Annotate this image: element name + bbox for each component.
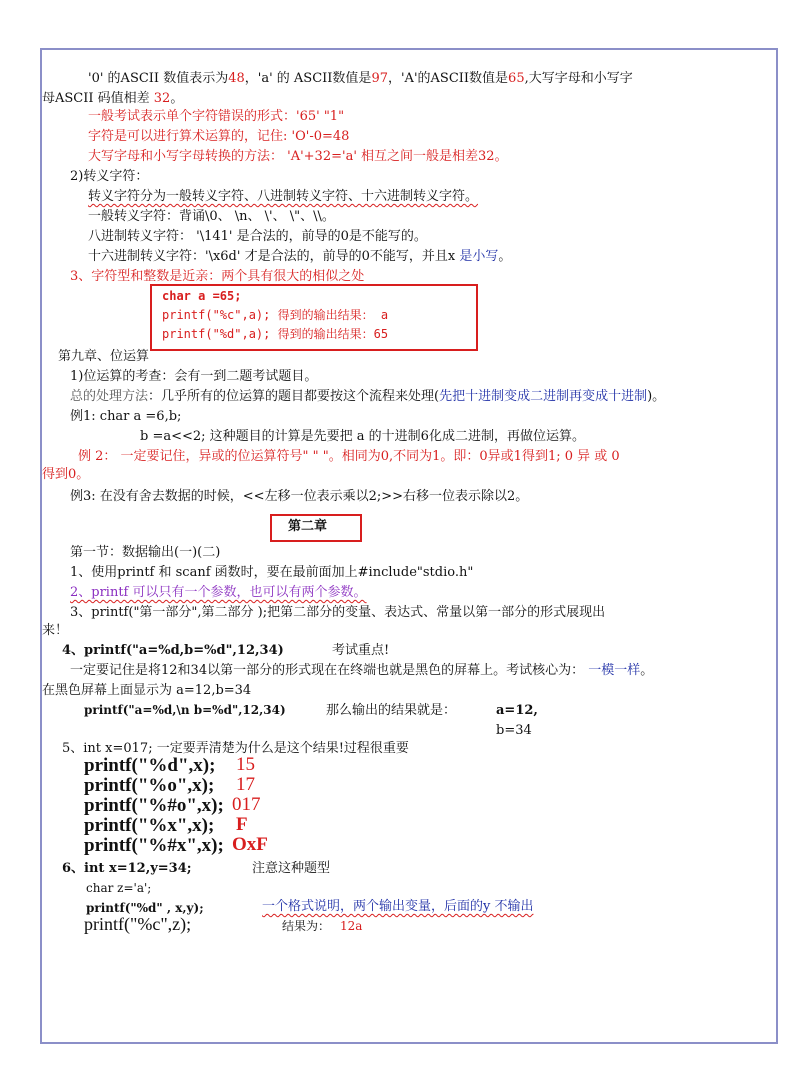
escape-line-2: 一般转义字符：背诵\0、 \n、 \'、 \"、\\。 xyxy=(88,209,335,224)
ch9-example-1: 例1: char a =6,b; xyxy=(70,409,182,424)
ascii-line-1: '0' 的ASCII 数值表示为48，'a' 的 ASCII数值是97，'A'的ASCII数值是65,大写字母和小写字 xyxy=(88,71,633,86)
ch2-point-3: 3、printf("第一部分",第二部分 );把第二部分的变量、表达式、常量以第一部分的形式展现出 xyxy=(70,605,606,620)
code-line-2: printf("%c",a); 得到的输出结果： a xyxy=(162,308,389,322)
ch9-example-2b: 得到0。 xyxy=(42,467,90,482)
escape-line-5: 3、字符型和整数是近亲：两个具有很大的相似之处 xyxy=(70,269,365,284)
q6-line-1: char z='a'; xyxy=(86,881,152,895)
q6-line-3-result: 12a xyxy=(340,919,363,933)
ch2-point-6: 在黑色屏幕上面显示为 a=12,b=34 xyxy=(42,683,252,698)
ch9-example-1b: b =a<<2; 这种题目的计算是先要把 a 的十进制6化成二进制，再做位运算。 xyxy=(140,429,585,444)
ch9-line-1: 1)位运算的考查：会有一到二题考试题目。 xyxy=(70,369,318,384)
escape-title: 2)转义字符： xyxy=(70,169,149,184)
q5-result-2: 17 xyxy=(236,774,255,795)
q5-title: 5、int x=017; 一定要弄清楚为什么是这个结果!过程很重要 xyxy=(62,741,409,756)
code-line-3: printf("%d",a); 得到的输出结果：65 xyxy=(162,327,389,341)
ch2-point-5: 一定要记住是将12和34以第一部分的形式现在在终端也就是黑色的屏幕上。考试核心为： 一模一样。 xyxy=(70,663,654,678)
ascii-note-1: 一般考试表示单个字符错误的形式：'65' "1" xyxy=(88,109,345,124)
ch2-point-1: 1、使用printf 和 scanf 函数时，要在最前面加上#include"stdio.h" xyxy=(70,565,474,580)
q6-line-2-note: 一个格式说明，两个输出变量，后面的y 不输出 xyxy=(262,899,534,914)
ch2-section-1: 第一节：数据输出(一)(二) xyxy=(70,545,221,560)
ascii-line-2: 母ASCII 码值相差 32。 xyxy=(42,91,184,106)
escape-line-1: 转义字符分为一般转义字符、八进制转义字符、十六进制转义字符。 xyxy=(88,189,479,204)
ch2-point-7-text: 那么输出的结果就是： xyxy=(326,703,457,718)
q5-code-1: printf("%d",x); xyxy=(84,755,216,776)
q5-result-5: OxF xyxy=(232,834,268,855)
escape-line-4: 十六进制转义字符：'\x6d' 才是合法的，前导的0不能写，并且x 是小写。 xyxy=(88,249,512,264)
q5-code-3: printf("%#o",x); xyxy=(84,795,224,816)
q5-code-4: printf("%x",x); xyxy=(84,815,215,836)
ascii-note-2: 字符是可以进行算术运算的，记住: 'O'-0=48 xyxy=(88,129,350,144)
ch2-point-2: 2、printf 可以只有一个参数，也可以有两个参数。 xyxy=(70,585,367,600)
q6-line-2-code: printf("%d" , x,y); xyxy=(86,901,204,915)
q5-result-3: 017 xyxy=(232,794,261,815)
q5-result-1: 15 xyxy=(236,754,255,775)
ch9-example-2: 例 2： 一定要记住，异或的位运算符号" " "。相同为0,不同为1。即：0异或1得到1; 0 异 或 0 xyxy=(78,449,620,464)
q5-code-5: printf("%#x",x); xyxy=(84,835,224,856)
q5-result-4: F xyxy=(236,814,248,835)
ch2-point-4: 4、printf("a=%d,b=%d",12,34) xyxy=(62,643,284,658)
q6-title: 6、int x=12,y=34; xyxy=(62,861,192,876)
ascii-note-3: 大写字母和小写字母转换的方法： 'A'+32='a' 相互之间一般是相差32。 xyxy=(88,149,508,164)
q6-line-3-code: printf("%c",z); xyxy=(84,914,192,934)
ch2-point-7-out2: b=34 xyxy=(496,723,532,738)
chapter-2-title: 第二章 xyxy=(288,519,328,534)
chapter-9-title: 第九章、位运算 xyxy=(58,349,150,364)
ch9-example-3: 例3: 在没有舍去数据的时候，<<左移一位表示乘以2;>>右移一位表示除以2。 xyxy=(70,489,529,504)
q6-line-3-label: 结果为： xyxy=(282,919,331,933)
q6-note: 注意这种题型 xyxy=(252,861,331,876)
code-line-1: char a =65; xyxy=(162,289,242,303)
ch2-point-3b: 来！ xyxy=(42,623,69,638)
ch9-line-2: 总的处理方法：几乎所有的位运算的题目都要按这个流程来处理(先把十进制变成二进制再变成十进制)。 xyxy=(70,389,666,404)
ch2-point-7-code: printf("a=%d,\n b=%d",12,34) xyxy=(84,703,286,717)
ch2-point-7-out1: a=12, xyxy=(496,703,538,718)
escape-line-3: 八进制转义字符： '\141' 是合法的，前导的0是不能写的。 xyxy=(88,229,427,244)
q5-code-2: printf("%o",x); xyxy=(84,775,215,796)
ch2-point-4-note: 考试重点! xyxy=(332,643,390,658)
